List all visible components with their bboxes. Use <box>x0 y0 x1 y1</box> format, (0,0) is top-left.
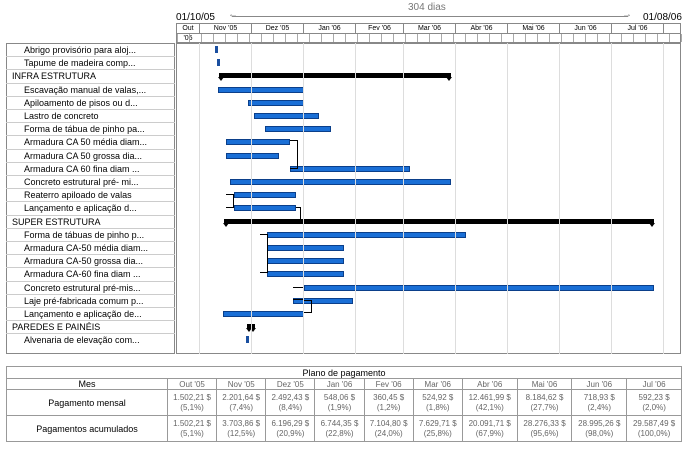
week-tick <box>561 34 562 42</box>
week-tick <box>609 34 610 42</box>
milestone-marker[interactable] <box>217 59 220 66</box>
month-label: Jul '06 <box>612 24 664 34</box>
month-label: Jan '06 <box>304 24 356 34</box>
cumulative-payment-cell <box>413 416 462 442</box>
payment-amount: 1.502,21 $ <box>173 392 211 402</box>
payment-amount: 1.502,21 $ <box>173 418 211 428</box>
monthly-payment-cell <box>364 390 413 416</box>
payment-amount: 6.196,29 $ <box>271 418 310 428</box>
row-separator <box>6 188 175 189</box>
task-bar[interactable] <box>223 311 304 317</box>
summary-cap-icon <box>649 223 655 227</box>
task-bar[interactable] <box>218 87 304 93</box>
task-label[interactable]: Concreto estrutural pré-mis... <box>24 282 141 293</box>
task-label[interactable]: Apiloamento de pisos ou d... <box>24 97 138 108</box>
summary-bar[interactable] <box>224 219 654 224</box>
week-tick <box>357 34 358 42</box>
payment-amount: 524,92 $ <box>422 392 454 402</box>
week-tick <box>261 34 262 42</box>
week-tick <box>681 34 682 42</box>
dependency-link <box>226 194 234 208</box>
week-tick <box>237 34 238 42</box>
row-separator <box>6 307 175 308</box>
monthly-payment-label: Pagamento mensal <box>7 390 168 416</box>
task-label[interactable]: Lançamento e aplicação d... <box>24 203 137 214</box>
row-separator <box>6 241 175 242</box>
milestone-marker[interactable] <box>246 336 249 343</box>
task-bar[interactable] <box>267 271 344 277</box>
payment-percent: (2,0%) <box>642 402 666 412</box>
month-label: Nov '05 <box>200 24 252 34</box>
payment-percent: (20,9%) <box>276 428 305 438</box>
week-tick <box>645 34 646 42</box>
month-gridline <box>199 43 200 354</box>
summary-task-label[interactable]: SUPER ESTRUTURA <box>12 216 101 227</box>
dependency-link <box>296 207 301 220</box>
row-separator <box>6 56 175 57</box>
month-column-header: Mes <box>7 379 168 390</box>
row-separator <box>6 320 175 321</box>
monthly-payment-cell <box>517 390 572 416</box>
monthly-payment-cell <box>413 390 462 416</box>
payment-month-header: Nov '05 <box>217 379 266 390</box>
week-tick <box>321 34 322 42</box>
payment-percent: (95,6%) <box>530 428 559 438</box>
task-bar[interactable] <box>234 192 296 198</box>
row-separator <box>6 215 175 216</box>
monthly-payment-cell <box>627 390 682 416</box>
duration-span-line <box>232 16 628 17</box>
week-tick <box>477 34 478 42</box>
task-bar[interactable] <box>234 205 296 211</box>
task-bar[interactable] <box>304 285 654 291</box>
week-tick <box>489 34 490 42</box>
month-gridline <box>663 43 664 354</box>
week-tick <box>429 34 430 42</box>
month-gridline <box>455 43 456 354</box>
payment-amount: 29.587,49 $ <box>632 418 676 428</box>
week-tick <box>633 34 634 42</box>
row-separator <box>6 162 175 163</box>
week-tick <box>525 34 526 42</box>
summary-task-label[interactable]: PAREDES E PAINÉIS <box>12 322 101 333</box>
project-start-date: 01/10/05 <box>176 12 215 23</box>
payment-percent: (24,0%) <box>374 428 403 438</box>
payment-plan-table <box>6 366 682 442</box>
payment-month-header: Fev '06 <box>364 379 413 390</box>
week-tick <box>309 34 310 42</box>
payment-percent: (1,2%) <box>376 402 401 412</box>
monthly-payment-cell <box>168 390 217 416</box>
project-end-date: 01/08/06 <box>643 12 682 23</box>
payment-percent: (98,0%) <box>585 428 614 438</box>
payment-month-header: Out '05 <box>168 379 217 390</box>
payment-month-header: Mar '06 <box>413 379 462 390</box>
week-tick <box>201 34 202 42</box>
week-tick <box>537 34 538 42</box>
summary-cap-icon <box>223 223 229 227</box>
payment-month-header: Jul '06 <box>627 379 682 390</box>
month-gridline <box>611 43 612 354</box>
week-tick <box>177 34 178 42</box>
week-tick <box>393 34 394 42</box>
payment-percent: (42,1%) <box>475 402 504 412</box>
task-label[interactable]: Forma de tábua de pinho pa... <box>24 124 145 135</box>
row-separator <box>6 69 175 70</box>
summary-bar[interactable] <box>219 73 451 78</box>
cumulative-payment-cell <box>627 416 682 442</box>
row-separator <box>6 149 175 150</box>
payment-percent: (1,8%) <box>425 402 450 412</box>
payment-month-header: Abr '06 <box>462 379 517 390</box>
month-label: Dez '05 <box>252 24 304 34</box>
payment-amount: 3.703,86 $ <box>222 418 261 428</box>
payment-amount: 28.276,33 $ <box>523 418 566 428</box>
month-scale <box>176 23 681 42</box>
payment-amount: 592,23 $ <box>638 392 670 402</box>
payment-percent: (22,8%) <box>325 428 354 438</box>
payment-percent: (8,4%) <box>278 402 303 412</box>
row-separator <box>6 201 175 202</box>
payment-percent: (5,1%) <box>180 428 204 438</box>
cumulative-payment-cell <box>462 416 517 442</box>
cumulative-payment-cell <box>315 416 364 442</box>
summary-cap-icon <box>446 77 452 81</box>
row-separator <box>6 109 175 110</box>
week-tick <box>585 34 586 42</box>
row-separator <box>6 96 175 97</box>
payment-percent: (67,9%) <box>475 428 504 438</box>
cumulative-payment-cell <box>266 416 315 442</box>
month-gridline <box>507 43 508 354</box>
task-label[interactable]: Armadura CA 60 fina diam ... <box>24 163 140 174</box>
month-label: Jun '06 <box>560 24 612 34</box>
row-separator <box>6 175 175 176</box>
month-gridline <box>303 43 304 354</box>
week-tick <box>657 34 658 42</box>
dependency-link <box>290 140 298 168</box>
payment-month-header: Jan '06 <box>315 379 364 390</box>
cumulative-payment-cell <box>168 416 217 442</box>
week-tick <box>381 34 382 42</box>
week-tick <box>369 34 370 42</box>
payment-month-header: Jun '06 <box>572 379 627 390</box>
payment-percent: (7,4%) <box>229 402 253 412</box>
dependency-link <box>304 300 312 313</box>
summary-task-label[interactable]: INFRA ESTRUTURA <box>12 71 97 82</box>
span-arrow-left-icon: ← <box>228 9 238 20</box>
dependency-link <box>260 234 268 274</box>
week-tick <box>573 34 574 42</box>
task-label[interactable]: Tapume de madeira comp... <box>24 58 136 69</box>
month-label: Mar '06 <box>404 24 456 34</box>
week-tick <box>189 34 190 42</box>
task-bar[interactable] <box>290 166 410 172</box>
payment-percent: (2,4%) <box>587 402 612 412</box>
row-separator <box>6 267 175 268</box>
month-label: Out '05 <box>177 24 200 34</box>
monthly-payment-cell <box>462 390 517 416</box>
payment-plan-title: Plano de pagamento <box>7 367 682 379</box>
week-tick <box>453 34 454 42</box>
week-tick <box>249 34 250 42</box>
task-label[interactable]: Concreto estrutural pré- mi... <box>24 177 139 187</box>
task-bar[interactable] <box>226 153 279 159</box>
payment-amount: 718,93 $ <box>583 392 615 402</box>
cumulative-payment-label: Pagamentos acumulados <box>7 416 168 442</box>
week-tick <box>597 34 598 42</box>
payment-amount: 12.461,99 $ <box>468 392 511 402</box>
task-label[interactable]: Forma de tábuas de pinho p... <box>24 229 145 240</box>
week-tick <box>417 34 418 42</box>
task-label[interactable]: Laje pré-fabricada comum p... <box>24 295 144 306</box>
monthly-payment-cell <box>572 390 627 416</box>
summary-cap-icon <box>218 77 224 81</box>
task-bar[interactable] <box>226 139 290 145</box>
payment-amount: 548,06 $ <box>323 392 356 402</box>
row-separator <box>6 294 175 295</box>
month-label: Abr '06 <box>456 24 508 34</box>
cumulative-payment-cell <box>217 416 266 442</box>
week-tick <box>669 34 670 42</box>
payment-percent: (12,5%) <box>227 428 256 438</box>
row-separator <box>6 254 175 255</box>
week-tick <box>213 34 214 42</box>
row-separator <box>6 281 175 282</box>
payment-percent: (25,8%) <box>423 428 452 438</box>
week-tick <box>549 34 550 42</box>
span-arrow-right-icon: → <box>622 9 632 20</box>
month-gridline <box>403 43 404 354</box>
payment-percent: (27,7%) <box>530 402 559 412</box>
cumulative-payment-cell <box>517 416 572 442</box>
task-label[interactable]: Reaterro apiloado de valas <box>24 190 132 201</box>
payment-percent: (5,1%) <box>180 402 204 412</box>
cumulative-payment-cell <box>572 416 627 442</box>
monthly-payment-cell <box>217 390 266 416</box>
row-separator <box>6 333 175 334</box>
week-tick <box>501 34 502 42</box>
week-tick <box>513 34 514 42</box>
week-tick <box>465 34 466 42</box>
task-label[interactable]: Armadura CA 50 grossa dia... <box>24 150 143 161</box>
payment-amount: 20.091,71 $ <box>468 418 511 428</box>
task-label[interactable]: Armadura CA-50 média diam... <box>24 243 149 253</box>
week-tick <box>441 34 442 42</box>
week-tick <box>285 34 286 42</box>
payment-amount: 360,45 $ <box>373 392 405 402</box>
payment-amount: 2.492,43 $ <box>271 392 310 402</box>
week-tick <box>621 34 622 42</box>
payment-month-header: Dez '05 <box>266 379 315 390</box>
week-tick <box>345 34 346 42</box>
row-separator <box>6 83 175 84</box>
row-separator <box>6 122 175 123</box>
task-bar[interactable] <box>265 126 331 132</box>
month-gridline <box>559 43 560 354</box>
task-label[interactable]: Escavação manual de valas,... <box>24 84 147 95</box>
row-separator <box>6 228 175 229</box>
payment-amount: 28.995,26 $ <box>578 418 621 428</box>
task-bar[interactable] <box>248 100 304 106</box>
week-tick <box>273 34 274 42</box>
month-gridline <box>251 43 252 354</box>
week-tick <box>225 34 226 42</box>
payment-amount: 2.201,64 $ <box>222 392 261 402</box>
task-bar[interactable] <box>230 179 451 185</box>
week-scale <box>176 34 681 43</box>
task-bar[interactable] <box>254 113 319 119</box>
task-label[interactable]: Armadura CA 50 média diam... <box>24 137 148 148</box>
task-label[interactable]: Abrigo provisório para aloj... <box>24 45 137 55</box>
row-separator <box>6 135 175 136</box>
month-label: Fev '06 <box>356 24 404 34</box>
task-bar[interactable] <box>267 232 466 238</box>
payment-amount: 7.104,80 $ <box>369 418 408 428</box>
week-tick <box>405 34 406 42</box>
monthly-payment-cell <box>315 390 364 416</box>
task-bar[interactable] <box>267 245 344 251</box>
payment-amount: 6.744,35 $ <box>320 418 359 428</box>
milestone-marker[interactable] <box>215 46 218 53</box>
duration-label: 304 dias <box>404 2 450 13</box>
payment-percent: (1,9%) <box>327 402 352 412</box>
week-tick <box>297 34 298 42</box>
payment-amount: 8.184,62 $ <box>525 392 564 402</box>
month-gridline <box>355 43 356 354</box>
task-label[interactable]: Alvenaria de elevação com... <box>24 335 140 346</box>
task-label[interactable]: Lastro de concreto <box>24 111 99 121</box>
task-label[interactable]: Armadura CA-60 fina diam ... <box>24 269 141 280</box>
month-label: Mai '06 <box>508 24 560 34</box>
week-tick <box>333 34 334 42</box>
task-label[interactable]: Lançamento e aplicação de... <box>24 309 142 319</box>
payment-month-header: Mai '06 <box>517 379 572 390</box>
payment-amount: 7.629,71 $ <box>418 418 457 428</box>
task-bar[interactable] <box>267 258 344 264</box>
monthly-payment-cell <box>266 390 315 416</box>
payment-percent: (100,0%) <box>637 428 671 438</box>
task-label[interactable]: Armadura CA-50 grossa dia... <box>24 256 144 267</box>
cumulative-payment-cell <box>364 416 413 442</box>
